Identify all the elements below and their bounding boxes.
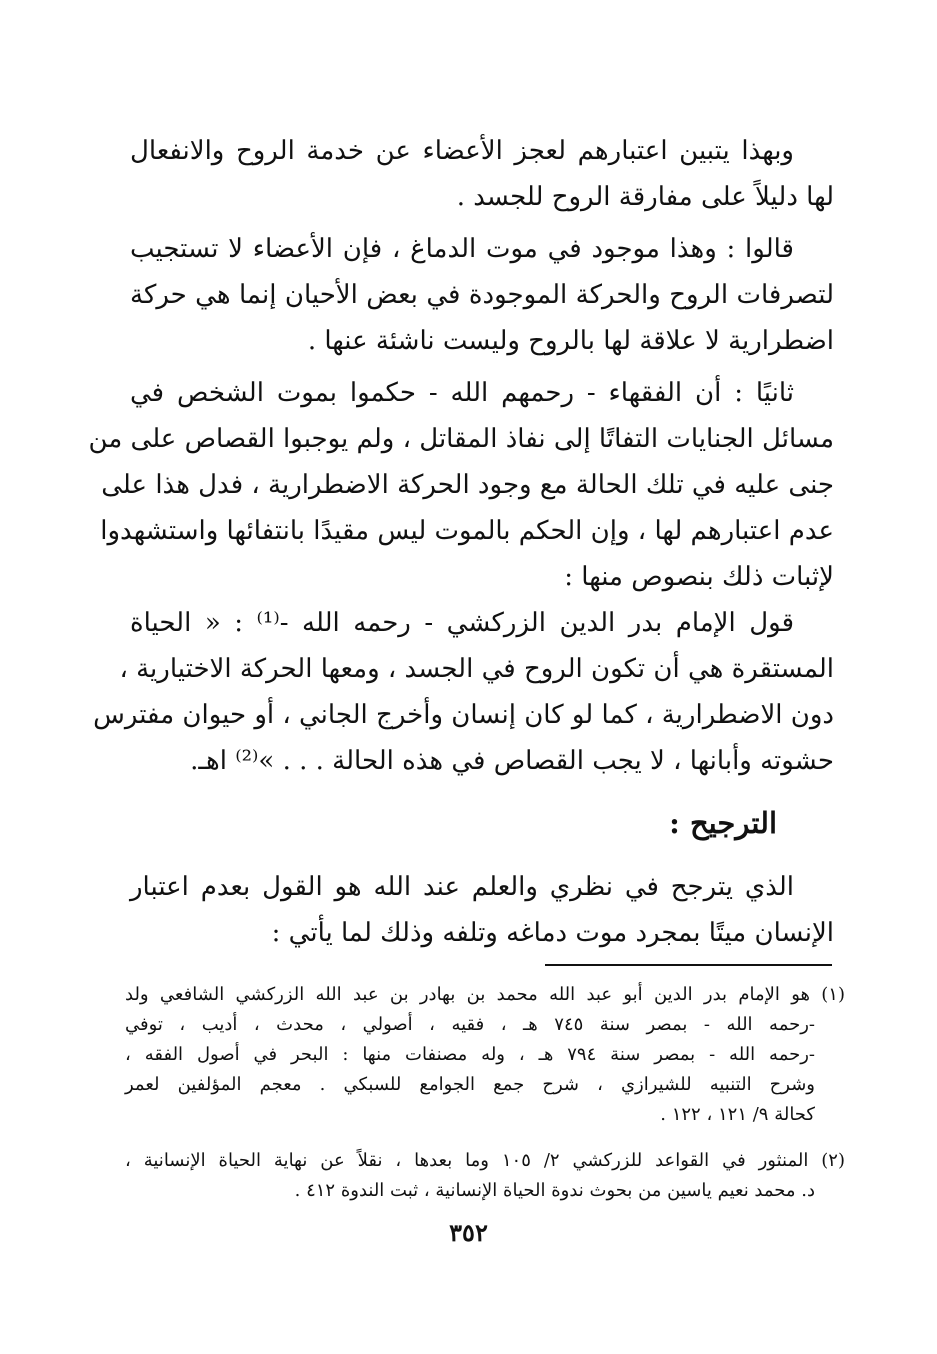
footnote-line: -رحمه الله - بمصر سنة ٧٤٥ هـ ، فقيه ، أصولي ، محدث ، أديب ، توفي — [125, 1014, 815, 1035]
text-line: اضطرارية لا علاقة لها بالروح وليست ناشئة عنها . — [307, 326, 834, 356]
text-line: ثانيًا : أن الفقهاء - رحمهم الله - حكموا بموت الشخص في — [130, 378, 794, 408]
footnote — [125, 1146, 845, 1206]
footnote-line: كحالة ٩/ ١٢١ ، ١٢٢ . — [660, 1104, 815, 1125]
text-line: الإنسان ميتًا بمجرد موت دماغه وتلفه وذلك لما يأتي : — [271, 918, 834, 948]
footnote-line: وشرح التنبيه للشيرازي ، شرح جمع الجوامع للسبكي . معجم المؤلفين لعمر — [125, 1074, 815, 1095]
footnote — [125, 980, 845, 1130]
text-line: لتصرفات الروح والحركة الموجودة في بعض الأحيان إنما هي حركة — [130, 280, 834, 310]
text-line: قالوا : وهذا موجود في موت الدماغ ، فإن الأعضاء لا تستجيب — [130, 234, 794, 264]
text-line: الذي يترجح في نظري والعلم عند الله هو القول بعدم اعتبار — [130, 872, 794, 902]
section-heading: الترجيح : — [669, 806, 777, 840]
text-line: مسائل الجنايات التفاتًا إلى نفاذ المقاتل ، ولم يوجبوا القصاص على من — [88, 424, 834, 454]
page-number: ٣٥٢ — [449, 1218, 488, 1247]
footnote-separator — [545, 964, 832, 966]
text-line: عدم اعتبارهم لها ، وإن الحكم بالموت ليس مقيدًا بانتفائها واستشهدوا — [100, 516, 834, 546]
text-line: جنى عليه في تلك الحالة مع وجود الحركة الاضطرارية ، فدل هذا على — [101, 470, 834, 500]
footnote-line: (٢) المنثور في القواعد للزركشي ٢/ ١٠٥ وما بعدها ، نقلاً عن نهاية الحياة الإنسانية ، — [125, 1150, 845, 1171]
footnote-line: د. محمد نعيم ياسين من بحوث ندوة الحياة الإنسانية ، ثبت الندوة ٤١٢ . — [294, 1180, 815, 1201]
paragraph — [130, 128, 834, 220]
footnote-line: (١) هو الإمام بدر الدين أبو عبد الله محمد بن بهادر بن عبد الله الزركشي الشافعي ولد — [125, 984, 845, 1005]
paragraph — [130, 864, 834, 956]
text-line: وبهذا يتبين اعتبارهم لعجز الأعضاء عن خدمة الروح والانفعال — [130, 136, 794, 166]
quotation-paragraph — [93, 600, 834, 784]
text-line: دون الاضطرارية ، كما لو كان إنسان وأخرج الجاني ، أو حيوان مفترس — [93, 700, 834, 730]
paragraph — [88, 370, 834, 600]
text-line: حشوته وأبانها ، لا يجب القصاص في هذه الحالة . . . »⁽²⁾ اهـ. — [190, 746, 834, 776]
text-line: قول الإمام بدر الدين الزركشي - رحمه الله -⁽¹⁾ : « الحياة — [130, 608, 795, 638]
text-line: لها دليلاً على مفارقة الروح للجسد . — [456, 182, 834, 212]
footnote-line: -رحمه الله - بمصر سنة ٧٩٤ هـ ، وله مصنفات منها : البحر في أصول الفقه ، — [125, 1044, 815, 1065]
text-line: المستقرة هي أن تكون الروح في الجسد ، ومعها الحركة الاختيارية ، — [119, 654, 834, 684]
text-line: لإثبات ذلك بنصوص منها : — [564, 562, 834, 592]
paragraph — [130, 226, 834, 364]
